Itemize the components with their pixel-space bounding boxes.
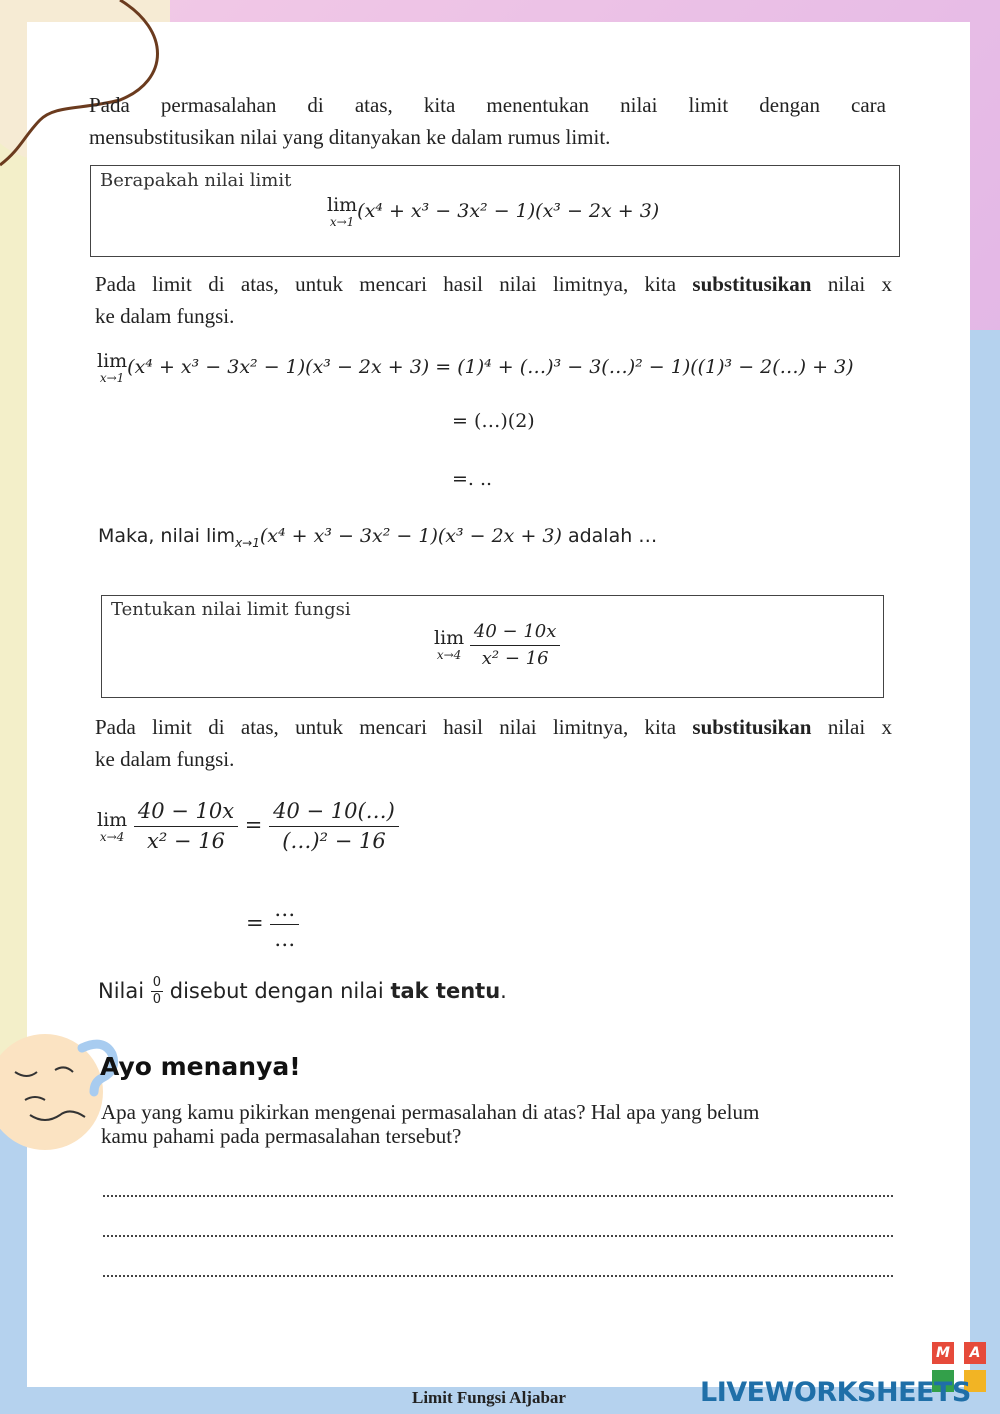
nilai-mid: disebut dengan nilai bbox=[169, 978, 384, 1003]
box2-numerator: 40 − 10x bbox=[470, 622, 561, 646]
work1-lhs: (x⁴ + x³ − 3x² − 1)(x³ − 2x + 3) bbox=[127, 356, 430, 378]
box1-lim-sub: x→1 bbox=[329, 215, 355, 229]
para1-bold: substitusikan bbox=[692, 272, 812, 296]
box2-denominator: x² − 16 bbox=[481, 647, 549, 669]
box1-limit-expression: lim x→1 (x⁴ + x³ − 3x² − 1)(x³ − 2x + 3) bbox=[327, 194, 660, 229]
work1-equation: lim x→1 (x⁴ + x³ − 3x² − 1)(x³ − 2x + 3) = (1)⁴ + (…)³ − 3(…)² − 1)((1)³ − 2(…) + 3) bbox=[97, 350, 854, 385]
intro-line-1: Pada permasalahan di atas, kita menentukan nilai limit dengan cara bbox=[89, 93, 886, 117]
para2-line-1 bbox=[95, 711, 892, 743]
maka-pre: Maka, nilai lim bbox=[98, 525, 236, 547]
box1-label: Berapakah nilai limit bbox=[100, 170, 292, 191]
para1-line-2: ke dalam fungsi. bbox=[95, 304, 235, 328]
nilai-bold: tak tentu bbox=[390, 978, 501, 1003]
para2-line-2: ke dalam fungsi. bbox=[95, 747, 235, 771]
work2-step2-denominator: … bbox=[274, 927, 296, 952]
maka-question bbox=[98, 525, 657, 550]
answer-line-3[interactable] bbox=[103, 1275, 893, 1277]
work2-step2-numerator: … bbox=[270, 898, 299, 925]
para1-pre: Pada limit di atas, untuk mencari hasil nilai limitnya, kita bbox=[95, 272, 677, 296]
para2-post: nilai x bbox=[827, 715, 893, 739]
maka-post: adalah … bbox=[567, 525, 658, 547]
brand-text: LIVEWORKSHEETS bbox=[700, 1377, 971, 1408]
intro-line-2: mensubstitusikan nilai yang ditanyakan ke dalam rumus limit. bbox=[89, 125, 611, 149]
work1-step-2: = (…)(2) bbox=[452, 410, 535, 432]
para2-bold: substitusikan bbox=[692, 715, 812, 739]
answer-line-2[interactable] bbox=[103, 1235, 893, 1237]
logo-a-icon: A bbox=[964, 1342, 986, 1364]
work2-step-2 bbox=[246, 898, 299, 951]
ayo-menanya-heading: Ayo menanya! bbox=[100, 1052, 301, 1081]
nilai-tak-tentu bbox=[98, 976, 507, 1008]
para1-line-1 bbox=[95, 268, 892, 300]
work2-equation: lim x→4 $\frac{40 - 10x}{\text{x² − 16}}$ = $\frac{40 - 10(\dots)}{\text{(…)² − 16}}$ bbox=[97, 800, 399, 853]
box1-expr: (x⁴ + x³ − 3x² − 1)(x³ − 2x + 3) bbox=[357, 200, 660, 222]
ayo-question-line-1: Apa yang kamu pikirkan mengenai permasalahan di atas? Hal apa yang belum bbox=[101, 1100, 760, 1124]
work2-denominator-right: (…)² − 16 bbox=[282, 829, 386, 854]
nilai-end: . bbox=[500, 978, 507, 1003]
work1-rhs: = (1)⁴ + (…)³ − 3(…)² − 1)((1)³ − 2(…) + 3) bbox=[435, 356, 854, 378]
box2-lim-sub: x→4 bbox=[436, 648, 462, 663]
ayo-question-line-2: kamu pahami pada permasalahan tersebut? bbox=[101, 1124, 462, 1148]
work2-step2-equals: = bbox=[246, 911, 264, 936]
nilai-pre: Nilai bbox=[98, 978, 145, 1003]
nilai-zero-numerator: 0 bbox=[151, 976, 163, 992]
question-box-2 bbox=[101, 595, 884, 698]
work2-denominator-left: x² − 16 bbox=[147, 829, 225, 854]
box2-label: Tentukan nilai limit fungsi bbox=[111, 599, 351, 620]
answer-line-1[interactable] bbox=[103, 1195, 893, 1197]
work2-equals: = bbox=[244, 813, 263, 838]
nilai-zero-denominator: 0 bbox=[152, 992, 162, 1008]
para1-post: nilai x bbox=[827, 272, 893, 296]
work2-numerator-left: 40 − 10x bbox=[134, 800, 238, 827]
liveworksheets-logo[interactable] bbox=[700, 1377, 971, 1408]
box2-limit-expression: lim x→4 $\frac{40 - 10x}{\text{x² − 16}}$ bbox=[434, 622, 560, 669]
footer-title: Limit Fungsi Aljabar bbox=[412, 1388, 566, 1407]
maka-sub: x→1 bbox=[235, 535, 260, 550]
para2-pre: Pada limit di atas, untuk mencari hasil nilai limitnya, kita bbox=[95, 715, 677, 739]
work2-numerator-right: 40 − 10(…) bbox=[269, 800, 399, 827]
logo-m-icon: M bbox=[932, 1342, 954, 1364]
work1-step-3: =. .. bbox=[452, 468, 493, 490]
question-box-1 bbox=[90, 165, 900, 257]
maka-expr: (x⁴ + x³ − 3x² − 1)(x³ − 2x + 3) bbox=[259, 525, 562, 547]
work1-lim-sub: x→1 bbox=[99, 371, 125, 385]
work2-lim-sub: x→4 bbox=[99, 829, 125, 844]
